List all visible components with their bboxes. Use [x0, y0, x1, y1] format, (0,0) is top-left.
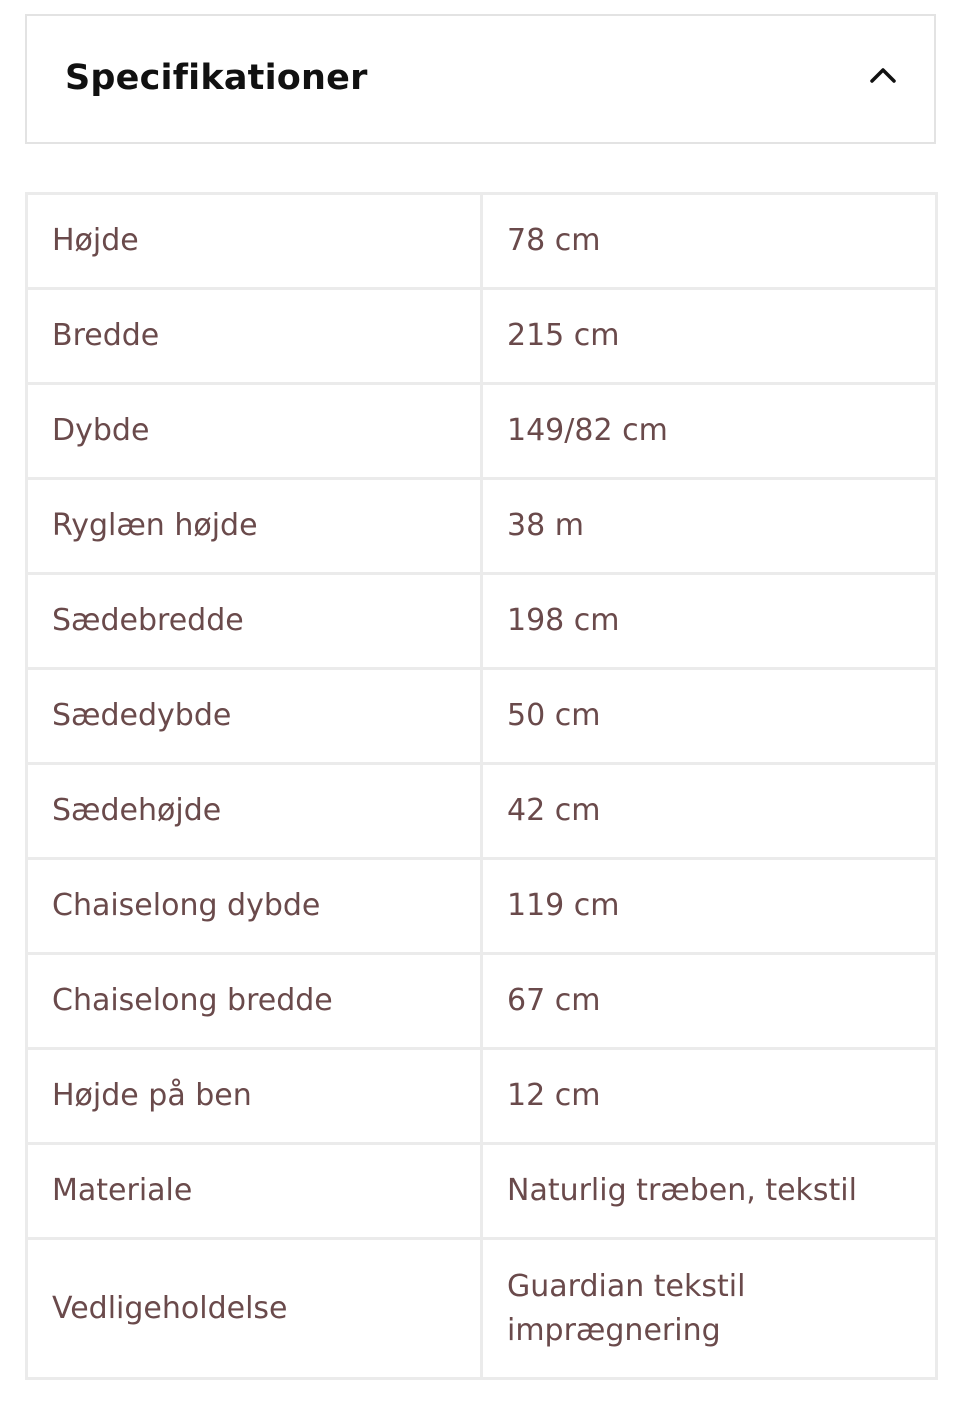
- spec-value: Guardian tekstil imprægnering: [482, 1239, 937, 1379]
- spec-label: Ryglæn højde: [27, 479, 482, 574]
- accordion-title: Specifikationer: [65, 58, 368, 98]
- spec-value: 12 cm: [482, 1049, 937, 1144]
- spec-label: Chaiselong dybde: [27, 859, 482, 954]
- spec-label: Højde på ben: [27, 1049, 482, 1144]
- specifications-table: [25, 192, 938, 1380]
- spec-value: Naturlig træben, tekstil: [482, 1144, 937, 1239]
- spec-label: Dybde: [27, 384, 482, 479]
- specifications-accordion-header[interactable]: [25, 14, 936, 144]
- spec-row: [27, 1049, 937, 1144]
- spec-label: Sædehøjde: [27, 764, 482, 859]
- spec-value: 38 m: [482, 479, 937, 574]
- spec-value: 119 cm: [482, 859, 937, 954]
- spec-row: [27, 1144, 937, 1239]
- spec-value: 215 cm: [482, 289, 937, 384]
- spec-label: Sædedybde: [27, 669, 482, 764]
- spec-value: 42 cm: [482, 764, 937, 859]
- spec-row: [27, 384, 937, 479]
- spec-label: Bredde: [27, 289, 482, 384]
- spec-label: Vedligeholdelse: [27, 1239, 482, 1379]
- spec-row: [27, 574, 937, 669]
- spec-row: [27, 669, 937, 764]
- spec-row: [27, 289, 937, 384]
- chevron-up-icon[interactable]: [868, 62, 898, 88]
- spec-value: 149/82 cm: [482, 384, 937, 479]
- spec-value: 78 cm: [482, 194, 937, 289]
- spec-value: 50 cm: [482, 669, 937, 764]
- spec-row: [27, 479, 937, 574]
- spec-value: 198 cm: [482, 574, 937, 669]
- spec-row: [27, 954, 937, 1049]
- spec-row: [27, 859, 937, 954]
- spec-label: Materiale: [27, 1144, 482, 1239]
- spec-label: Højde: [27, 194, 482, 289]
- spec-label: Chaiselong bredde: [27, 954, 482, 1049]
- spec-value: 67 cm: [482, 954, 937, 1049]
- spec-row: [27, 194, 937, 289]
- spec-row: [27, 764, 937, 859]
- spec-label: Sædebredde: [27, 574, 482, 669]
- spec-row: [27, 1239, 937, 1379]
